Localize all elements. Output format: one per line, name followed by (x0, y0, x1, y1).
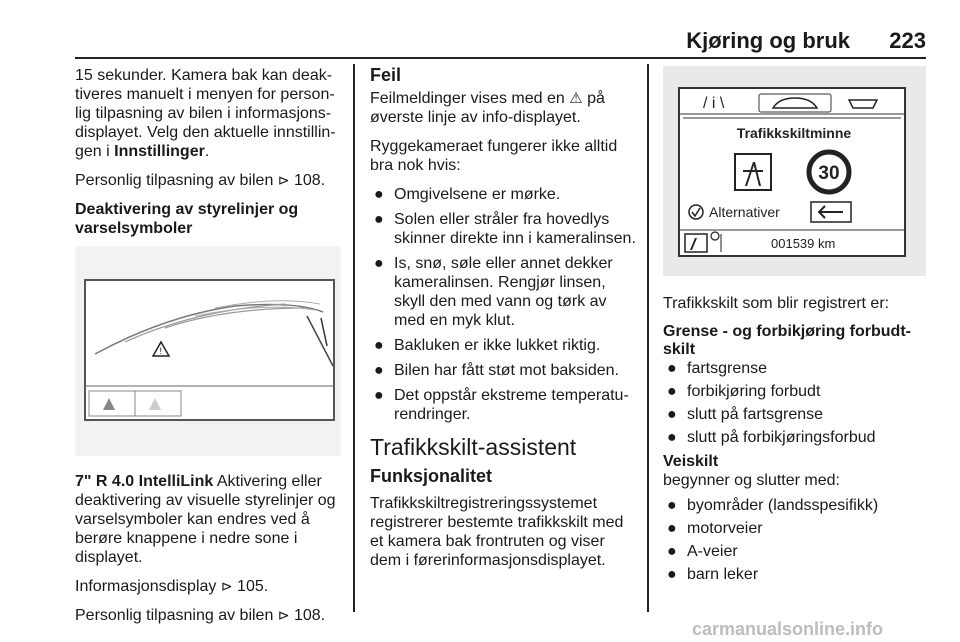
arrow-icon: ⊳ (277, 607, 290, 623)
list-item: ● fartsgrense (667, 360, 768, 377)
page-number: 223 (889, 28, 926, 53)
limitations-list (370, 185, 636, 424)
sign-group-2-list (663, 496, 926, 584)
camera-limitations-paragraph: Ryggekameraet fungerer ikke alltid bra nok hvis: (370, 138, 618, 174)
column-2 (370, 66, 636, 580)
column-divider-2 (647, 64, 649, 612)
subheading-deactivation: Deaktivering av styrelinjer og varselsymboler (75, 201, 299, 237)
column-3 (663, 66, 926, 590)
group1-title: Grense - og forbikjøring forbudt-skilt (663, 323, 911, 358)
list-item: ● A-veier (667, 543, 738, 560)
list-item: ● Bilen har fått støt mot baksiden. (374, 362, 619, 379)
watermark: carmanualsonline.info (692, 619, 884, 639)
odometer-readout: 001539 km (771, 236, 836, 251)
list-item: ● Is, snø, søle eller annet dekker kameralinsen. Rengjør linsen, skyll den med vann og tørk av med en myk klut. (374, 255, 613, 329)
arrow-icon: ⊳ (220, 578, 233, 594)
header-rule (75, 57, 926, 59)
list-item: ● Solen eller stråler fra hovedlys skinner direkte inn i kameralinsen. (374, 211, 636, 247)
driver-info-display-illustration (663, 66, 926, 276)
group2-title: Veiskilt (663, 453, 719, 470)
list-item: ● barn leker (667, 566, 759, 583)
list-item: ● slutt på forbikjøringsforbud (667, 429, 876, 446)
list-item: ● forbikjøring forbudt (667, 383, 821, 400)
cross-reference[interactable]: Personlig tilpasning av bilen ⊳ 108. (75, 172, 326, 189)
intellilink-paragraph: 7" R 4.0 IntelliLink Aktivering eller deaktivering av visuelle styrelinjer og varselsymboler kan endres ved å berøre knappene i nedre sone i displayet. (75, 473, 336, 566)
list-item: ● Omgivelsene er mørke. (374, 186, 561, 203)
feil-paragraph: Feilmeldinger vises med en ⚠ på øverste linje av info-displayet. (370, 90, 605, 126)
list-item: ● byområder (landsspesifikk) (667, 497, 879, 514)
section-title: Kjøring og bruk (686, 28, 850, 53)
svg-text:/ i \: / i \ (703, 95, 725, 112)
warning-icon: ⚠ (569, 90, 583, 107)
column-1 (75, 66, 341, 635)
alternatives-label: Alternativer (709, 204, 780, 220)
intro-paragraph: 15 sekunder. Kamera bak kan deaktiveres manuelt i menyen for personlig tilpasning av bilen i informasjonsdisplayet. Velg den aktuelle innstillingen i Innstillinger. (75, 67, 336, 160)
svg-text:!: ! (159, 346, 163, 356)
heading-functionality: Funksjonalitet (370, 466, 493, 486)
speed-limit-value: 30 (818, 163, 840, 184)
page-header (0, 0, 960, 62)
heading-feil: Feil (370, 65, 402, 85)
cross-reference[interactable]: Personlig tilpasning av bilen ⊳ 108. (75, 607, 326, 624)
display-title: Trafikkskiltminne (736, 125, 852, 141)
arrow-icon: ⊳ (277, 172, 290, 188)
list-item: ● slutt på fartsgrense (667, 406, 824, 423)
cross-reference[interactable]: Informasjonsdisplay ⊳ 105. (75, 578, 269, 595)
heading-traffic-sign-assistant: Trafikkskilt-assistent (370, 434, 577, 460)
sign-group-1-list (663, 359, 926, 447)
column-divider-1 (353, 64, 355, 612)
registered-signs-intro: Trafikkskilt som blir registrert er: (663, 295, 890, 312)
rear-camera-illustration (75, 246, 341, 456)
camera-display-figure (75, 246, 341, 456)
list-item: ● Bakluken er ikke lukket riktig. (374, 337, 601, 354)
list-item: ● Det oppstår ekstreme temperaturendringer. (374, 387, 629, 423)
group2-intro: begynner og slutter med: (663, 472, 840, 489)
traffic-sign-display-figure (663, 66, 926, 276)
functionality-paragraph: Trafikkskiltregistreringssystemet registrerer bestemte trafikkskilt med et kamera bak frontruten og viser dem i førerinformasjonsdisplayet. (370, 495, 624, 569)
list-item: ● motorveier (667, 520, 763, 537)
